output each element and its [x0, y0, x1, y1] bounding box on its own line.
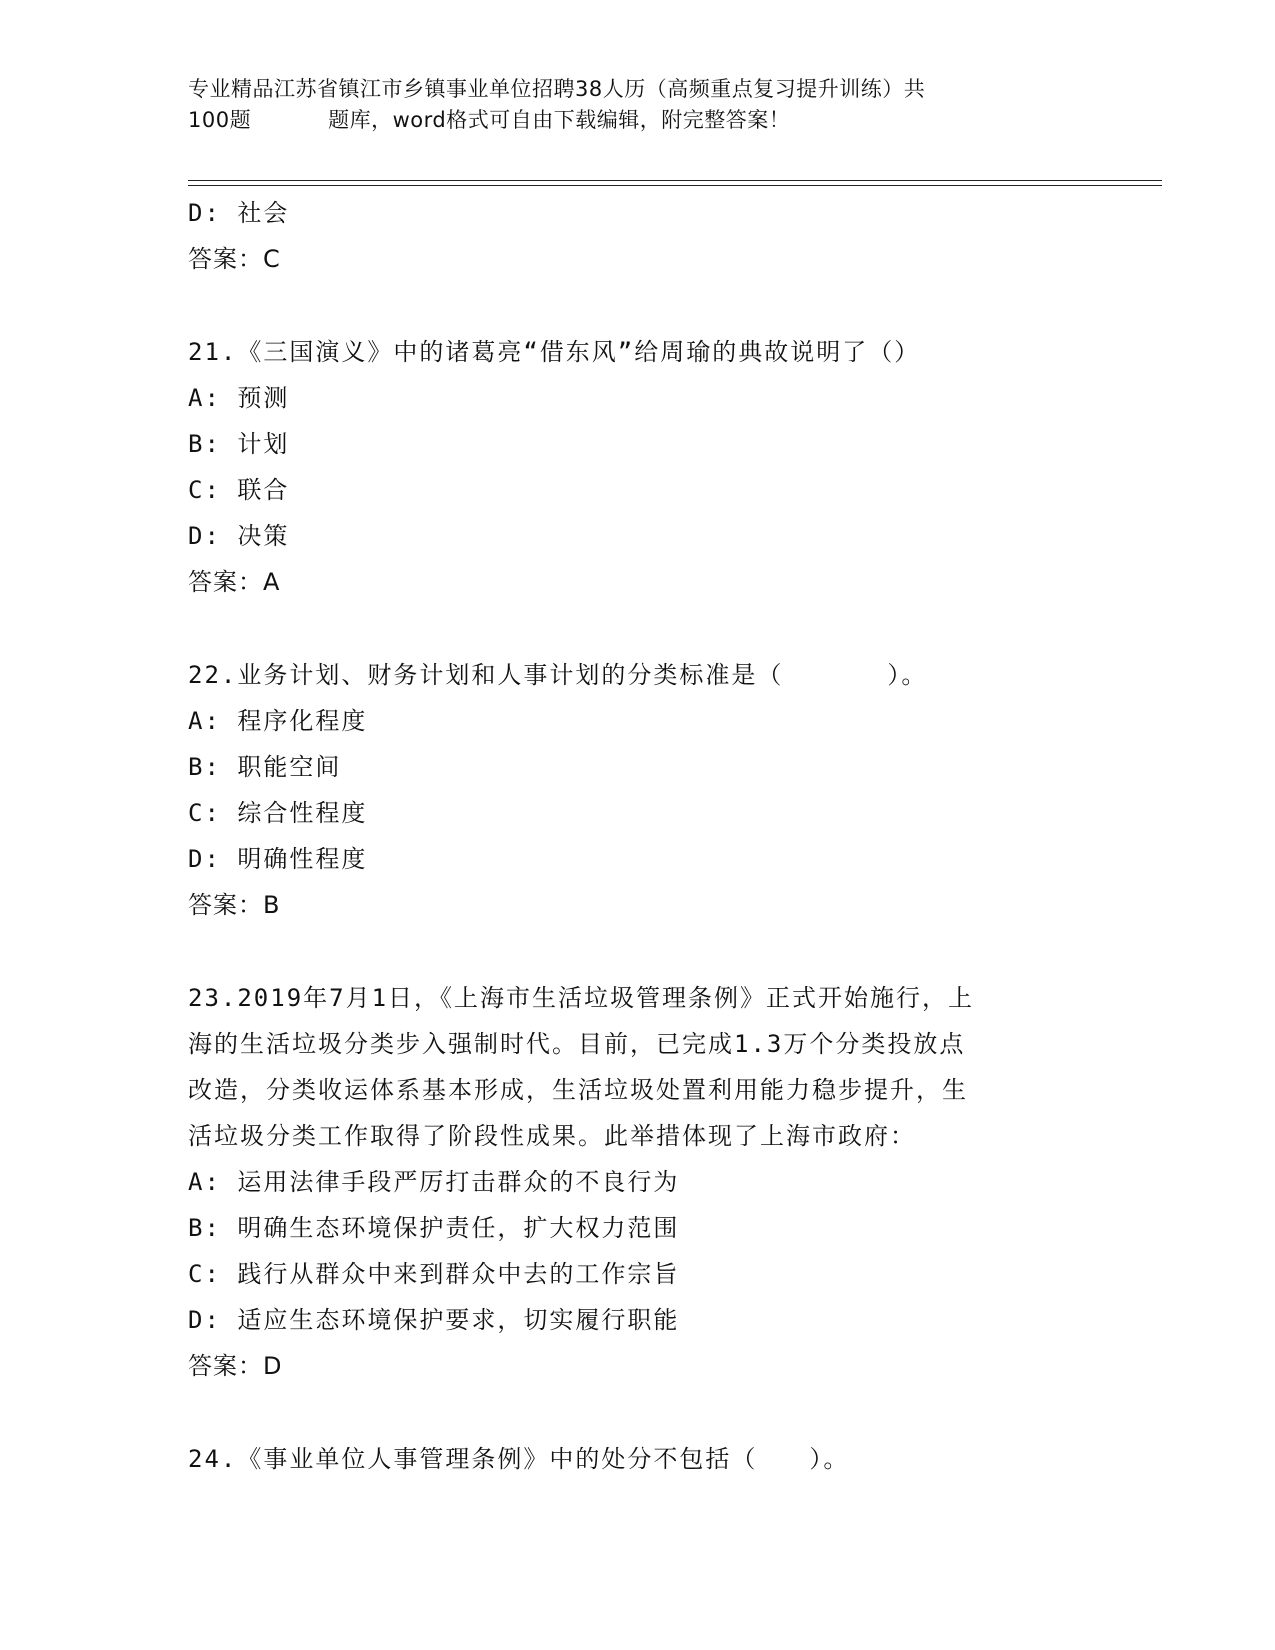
answer: 答案：A: [188, 568, 281, 596]
answer: 答案：D: [188, 1352, 283, 1380]
header-title-line-2: [188, 105, 1068, 136]
header-description: 题库，word格式可自由下载编辑，附完整答案！: [328, 108, 791, 132]
question-22: [188, 652, 1088, 928]
answer: 答案：B: [188, 891, 281, 919]
header-divider-top: [188, 180, 1162, 181]
question-stem-line-2: 海的生活垃圾分类步入强制时代。目前，已完成1.3万个分类投放点: [188, 1030, 966, 1058]
question-stem: 22.业务计划、财务计划和人事计划的分类标准是（ ）。: [188, 661, 928, 689]
question-stem-line-4: 活垃圾分类工作取得了阶段性成果。此举措体现了上海市政府：: [188, 1122, 916, 1150]
header-count: 100题: [188, 108, 252, 132]
question-stem: 24.《事业单位人事管理条例》中的处分不包括（ ）。: [188, 1445, 850, 1473]
option-b: B: 职能空间: [188, 753, 342, 781]
option-d: D: 明确性程度: [188, 845, 368, 873]
option-d: D: 适应生态环境保护要求，切实履行职能: [188, 1306, 680, 1334]
question-23: [188, 975, 1088, 1389]
option-c: C: 联合: [188, 476, 290, 504]
option-c: C: 践行从群众中来到群众中去的工作宗旨: [188, 1260, 680, 1288]
option-c: C: 综合性程度: [188, 799, 368, 827]
document-header: [188, 74, 1068, 136]
question-stem-line-3: 改造，分类收运体系基本形成，生活垃圾处置利用能力稳步提升，生: [188, 1076, 968, 1104]
question-stem-line-1: 23.2019年7月1日，《上海市生活垃圾管理条例》正式开始施行，上: [188, 984, 975, 1012]
prev-answer: 答案：C: [188, 245, 281, 273]
option-a: A: 预测: [188, 384, 290, 412]
option-b: B: 计划: [188, 430, 290, 458]
question-list: [188, 190, 1088, 1482]
option-a: A: 程序化程度: [188, 707, 368, 735]
question-stem: 21.《三国演义》中的诸葛亮“借东风”给周瑜的典故说明了（）: [188, 338, 921, 366]
header-title-line-1: 专业精品江苏省镇江市乡镇事业单位招聘38人历（高频重点复习提升训练）共: [188, 77, 926, 101]
header-divider-bottom: [188, 185, 1162, 186]
prev-option-d: D: 社会: [188, 199, 290, 227]
option-d: D: 决策: [188, 522, 290, 550]
option-a: A: 运用法律手段严厉打击群众的不良行为: [188, 1168, 680, 1196]
option-b: B: 明确生态环境保护责任，扩大权力范围: [188, 1214, 680, 1242]
question-21: [188, 329, 1088, 605]
question-24: [188, 1436, 1088, 1482]
